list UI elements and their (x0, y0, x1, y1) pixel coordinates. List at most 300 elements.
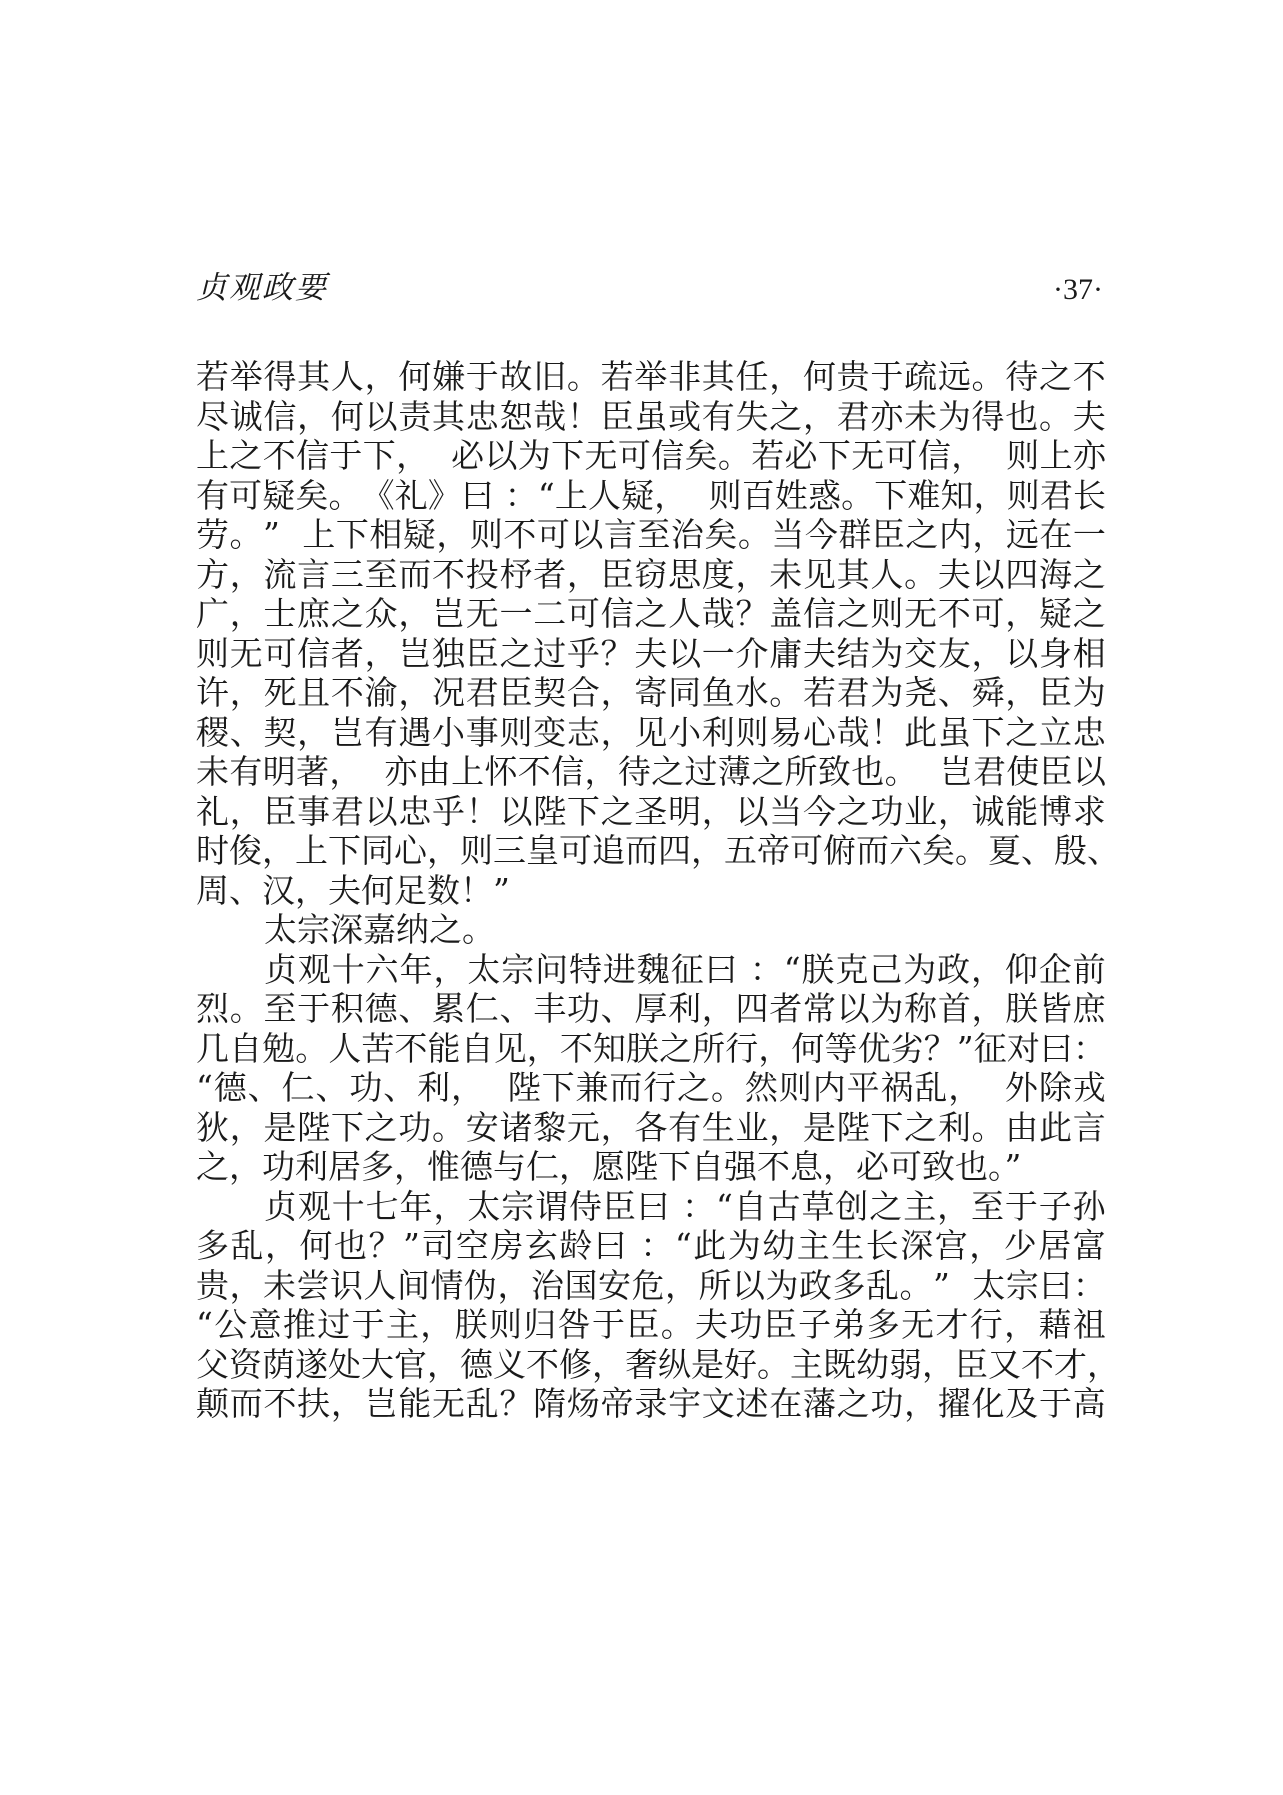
glyph (671, 1187, 682, 1227)
glyph: 劳 (196, 515, 229, 554)
glyph: 生 (831, 1226, 865, 1265)
glyph: ， (396, 436, 430, 475)
glyph: 为 (870, 673, 904, 712)
glyph: 不 (330, 673, 364, 712)
glyph: 苦 (361, 1028, 395, 1068)
glyph: 年 (399, 949, 433, 989)
glyph: ！ (465, 791, 499, 831)
glyph: 若 (196, 357, 229, 396)
glyph: 若 (751, 436, 785, 475)
glyph: 所 (692, 1028, 726, 1068)
glyph: 归 (523, 1305, 557, 1344)
glyph: 事 (297, 791, 331, 831)
glyph: 矣 (295, 475, 329, 515)
glyph: 诸 (499, 1107, 533, 1147)
glyph: 乱 (866, 1265, 899, 1305)
glyph: 小 (668, 712, 702, 752)
glyph: 信 (296, 436, 330, 475)
text-line (196, 397, 1106, 437)
glyph: 曰 (593, 1226, 627, 1265)
glyph: 。 (971, 357, 1005, 396)
text-line (196, 515, 1106, 555)
glyph: ， (970, 949, 1004, 989)
glyph: 以 (570, 515, 604, 554)
glyph: 、 (315, 1068, 349, 1107)
glyph: 龄 (559, 1226, 593, 1265)
glyph: “ (715, 1186, 733, 1226)
glyph: ” (933, 1265, 950, 1305)
glyph: 乎 (432, 791, 466, 831)
glyph: 空 (455, 1226, 489, 1265)
glyph: 于 (297, 989, 331, 1028)
glyph (961, 1266, 972, 1306)
glyph: 不 (526, 1344, 559, 1384)
glyph: 。 (757, 1344, 790, 1384)
glyph: 流 (263, 554, 297, 594)
glyph: 有 (364, 712, 398, 752)
glyph: 忠 (398, 791, 432, 831)
glyph: 烈 (196, 989, 229, 1028)
glyph: 炀 (566, 1384, 600, 1423)
glyph: 一 (1072, 515, 1106, 554)
glyph: 且 (297, 673, 331, 712)
glyph: 之 (229, 436, 263, 475)
glyph: 其 (297, 357, 331, 396)
glyph: 结 (836, 633, 870, 673)
glyph: 度 (701, 554, 735, 594)
glyph: 、 (937, 673, 971, 712)
text-line (196, 1068, 1106, 1108)
glyph: 》 (427, 475, 461, 515)
glyph: 下 (566, 791, 600, 831)
glyph: 未 (263, 1265, 296, 1305)
glyph: 以 (499, 791, 533, 831)
text-line (196, 713, 1106, 753)
glyph: 自 (229, 1028, 263, 1068)
glyph: 行 (643, 1068, 677, 1107)
glyph: 而 (856, 831, 889, 870)
glyph: 、 (383, 1068, 417, 1107)
glyph: 之 (659, 1028, 693, 1068)
glyph: 契 (263, 712, 297, 752)
glyph: 下 (971, 712, 1005, 752)
glyph: 化 (971, 1384, 1005, 1423)
glyph: 富 (1072, 1226, 1106, 1265)
glyph: 祸 (880, 1068, 914, 1107)
glyph: 薄 (717, 752, 751, 791)
glyph: ， (398, 594, 432, 633)
text-line (196, 594, 1106, 634)
glyph: ： (504, 475, 538, 515)
glyph: 矣 (684, 436, 718, 475)
glyph: 至 (970, 1186, 1004, 1226)
glyph: 由 (417, 752, 451, 791)
glyph: 则 (778, 1068, 812, 1107)
glyph: 多 (866, 1305, 900, 1344)
glyph: 三 (493, 831, 526, 870)
glyph: ” (403, 1226, 420, 1265)
glyph: 以 (836, 989, 870, 1028)
glyph: ， (229, 1265, 263, 1305)
glyph: 海 (1038, 554, 1072, 594)
glyph: 利 (417, 1068, 451, 1107)
glyph: 此 (1038, 1107, 1072, 1147)
glyph: 。 (660, 1305, 694, 1344)
glyph: 不 (394, 1028, 428, 1068)
glyph (496, 1068, 507, 1108)
glyph: 行 (969, 1305, 1003, 1344)
page-number: ·37· (1053, 273, 1103, 306)
glyph: 好 (724, 1344, 757, 1384)
glyph: 治 (531, 1265, 564, 1305)
glyph: 之 (836, 594, 870, 633)
glyph: 乎 (566, 633, 600, 673)
glyph: 四 (658, 831, 691, 870)
glyph: 礼 (394, 475, 428, 515)
glyph: 朕 (626, 1028, 660, 1068)
glyph: 可 (263, 633, 297, 673)
glyph (363, 752, 374, 792)
glyph (698, 476, 709, 516)
glyph: 前 (1072, 949, 1106, 989)
glyph: 投 (465, 554, 499, 594)
glyph: 可 (536, 515, 570, 554)
glyph: 舜 (971, 673, 1005, 712)
glyph: 使 (1006, 752, 1040, 791)
glyph: 以 (971, 554, 1005, 594)
glyph: 。 (229, 989, 263, 1028)
glyph: 德 (460, 1344, 493, 1384)
glyph: ： (640, 1226, 674, 1265)
glyph: 等 (824, 1028, 858, 1068)
glyph: 深 (900, 1226, 934, 1265)
glyph: 不 (559, 1028, 593, 1068)
glyph: ， (433, 1186, 467, 1226)
glyph: 心 (802, 712, 836, 752)
glyph: 文 (701, 1384, 735, 1423)
glyph: 必 (451, 436, 485, 475)
glyph: 丰 (533, 989, 567, 1028)
glyph: 稷 (196, 712, 229, 752)
glyph: 君 (972, 752, 1006, 791)
glyph: 、 (1021, 831, 1054, 870)
glyph: 相 (1072, 633, 1106, 673)
glyph: ， (265, 1226, 298, 1265)
glyph: 进 (602, 949, 636, 989)
glyph: 忠 (1072, 712, 1106, 752)
glyph: ， (937, 791, 971, 831)
glyph: 以 (1072, 752, 1106, 791)
glyph: 死 (263, 673, 297, 712)
glyph: 四 (1005, 554, 1039, 594)
text-line (196, 1029, 1106, 1069)
glyph: 陛 (836, 1107, 870, 1147)
glyph: ， (758, 1028, 792, 1068)
glyph: 夫 (802, 633, 836, 673)
glyph: 方 (196, 554, 229, 594)
glyph: 者 (533, 554, 567, 594)
text-line (196, 950, 1106, 990)
glyph: 为 (765, 1265, 799, 1305)
glyph: 至 (263, 989, 297, 1028)
glyph: 则 (708, 475, 742, 515)
glyph: 功 (349, 1068, 383, 1107)
glyph: 主 (903, 1186, 937, 1226)
glyph: 擢 (937, 1384, 971, 1423)
glyph: “ (196, 1305, 213, 1344)
glyph: 多 (196, 1226, 229, 1265)
glyph: 利 (937, 1107, 971, 1147)
glyph: 矣 (704, 515, 738, 554)
glyph: 臣 (1038, 673, 1072, 712)
glyph: 君 (836, 673, 870, 712)
glyph: 者 (330, 633, 364, 673)
glyph: “ (537, 475, 555, 515)
glyph: 则 (196, 633, 229, 673)
glyph: 。 (229, 515, 263, 554)
glyph: ， (665, 1265, 698, 1305)
glyph: 之 (751, 752, 785, 791)
glyph: 夏 (988, 831, 1021, 870)
glyph: ” (956, 1028, 974, 1068)
glyph: 责 (398, 396, 432, 436)
glyph: 契 (533, 673, 567, 712)
glyph: 之 (364, 1107, 398, 1147)
glyph: 扶 (297, 1384, 331, 1423)
glyph: ， (1005, 594, 1039, 633)
glyph: 臣 (600, 396, 634, 436)
glyph: 录 (634, 1384, 668, 1423)
glyph: 于 (592, 1305, 625, 1344)
glyph: 无 (584, 436, 618, 475)
glyph: 岂 (398, 633, 432, 673)
glyph: 心 (394, 831, 427, 870)
glyph: 疑 (1038, 594, 1072, 633)
glyph: 上 (196, 436, 229, 475)
glyph: 可 (229, 475, 263, 515)
glyph: 寄 (634, 673, 668, 712)
glyph: ： (1072, 1265, 1106, 1305)
glyph (982, 1068, 993, 1108)
glyph: 况 (432, 673, 466, 712)
glyph: 亦 (1072, 436, 1106, 475)
glyph: 是 (263, 1107, 297, 1147)
glyph: 庶 (1072, 989, 1106, 1028)
glyph: ， (420, 1305, 454, 1344)
glyph: 平 (846, 1068, 880, 1107)
glyph: 劣 (890, 1028, 924, 1068)
glyph: 。 (328, 475, 362, 515)
text-line (196, 436, 1106, 476)
glyph: ” (263, 515, 280, 554)
glyph: 遂 (295, 1344, 328, 1384)
glyph: 为 (1072, 673, 1106, 712)
text-line (196, 989, 1106, 1029)
glyph: 贞 (264, 949, 297, 989)
glyph: 生 (701, 1107, 735, 1147)
glyph: 庸 (769, 633, 803, 673)
glyph: 无 (432, 1384, 466, 1423)
glyph: 上 (1039, 436, 1073, 475)
running-head-title: 贞观政要 (196, 270, 328, 306)
glyph: ， (971, 989, 1005, 1028)
glyph: 亦 (384, 752, 418, 791)
glyph: 曰 (704, 949, 738, 989)
glyph: 于 (351, 1305, 385, 1344)
glyph: 企 (1038, 949, 1072, 989)
glyph: 政 (937, 949, 971, 989)
text-line (196, 1305, 1106, 1345)
glyph: ， (497, 1265, 531, 1305)
glyph: 信 (600, 594, 634, 633)
glyph: 下 (870, 1107, 904, 1147)
glyph: 兼 (575, 1068, 609, 1107)
glyph: 仰 (1004, 949, 1038, 989)
glyph: 政 (799, 1265, 832, 1305)
glyph: 。 (899, 1265, 933, 1305)
glyph: 远 (937, 357, 971, 396)
glyph: 可 (617, 436, 651, 475)
glyph: 而 (609, 1068, 643, 1107)
glyph: ！ (566, 396, 600, 436)
glyph: 自 (460, 1028, 494, 1068)
glyph: 。 (884, 752, 918, 791)
glyph: 之 (600, 791, 634, 831)
glyph: 帝 (757, 831, 790, 870)
glyph: 弟 (832, 1305, 866, 1344)
glyph: 介 (735, 633, 769, 673)
text-line (196, 1187, 1106, 1227)
glyph: 则 (499, 712, 533, 752)
glyph: 何 (299, 1226, 333, 1265)
glyph: 夫 (937, 554, 971, 594)
glyph: 十 (331, 949, 365, 989)
glyph: ！ (870, 712, 904, 752)
glyph: 可 (559, 831, 592, 870)
glyph: 贵 (836, 357, 870, 396)
glyph: 其 (432, 396, 466, 436)
glyph: 危 (631, 1265, 665, 1305)
glyph: 资 (229, 1344, 262, 1384)
glyph: ， (364, 633, 398, 673)
glyph: ： (749, 949, 783, 989)
glyph: 若 (600, 357, 634, 396)
glyph: 官 (394, 1344, 427, 1384)
glyph: 无 (851, 436, 885, 475)
glyph: 年 (399, 1186, 433, 1226)
glyph: 举 (634, 357, 668, 396)
glyph: 人 (588, 475, 621, 515)
glyph: 交 (904, 633, 938, 673)
text-line (196, 792, 1106, 832)
glyph: 各 (634, 1107, 668, 1147)
glyph: 宗 (1005, 1265, 1039, 1305)
glyph: 玄 (524, 1226, 558, 1265)
glyph: 内 (938, 515, 972, 554)
glyph: 颠 (196, 1384, 229, 1423)
glyph: 首 (937, 989, 971, 1028)
glyph (995, 436, 1006, 476)
glyph: 于 (870, 357, 904, 396)
glyph: 君 (836, 396, 870, 436)
text-line (196, 634, 1106, 674)
glyph: 失 (735, 396, 769, 436)
glyph: 岂 (939, 752, 973, 791)
glyph: 帝 (600, 1384, 634, 1423)
glyph: 信 (651, 436, 685, 475)
glyph: 宫 (934, 1226, 968, 1265)
glyph: 岂 (330, 712, 364, 752)
glyph: 处 (328, 1344, 361, 1384)
glyph: 隋 (533, 1384, 567, 1423)
glyph: 忠 (465, 396, 499, 436)
glyph: 内 (812, 1068, 846, 1107)
glyph: 独 (432, 633, 466, 673)
glyph: 宗 (501, 1186, 535, 1226)
text-line (196, 555, 1106, 595)
glyph: 时 (196, 831, 229, 870)
glyph: 远 (1005, 515, 1039, 554)
glyph: 下 (874, 475, 908, 515)
glyph: 于 (465, 357, 499, 396)
glyph: 臣 (465, 633, 499, 673)
glyph: 尽 (196, 396, 229, 436)
glyph: 何 (330, 396, 364, 436)
glyph: ， (937, 1186, 971, 1226)
glyph: 无 (229, 633, 263, 673)
glyph: 有 (701, 396, 735, 436)
glyph: 宇 (668, 1384, 702, 1423)
glyph: 何 (802, 357, 836, 396)
glyph: 黎 (533, 1107, 567, 1147)
glyph: 孙 (1072, 1186, 1106, 1226)
glyph: 多 (832, 1265, 866, 1305)
glyph: 三 (330, 554, 364, 594)
glyph: “ (196, 1068, 213, 1107)
glyph: 曰 (636, 1186, 670, 1226)
glyph: 无 (465, 594, 499, 633)
glyph: 业 (904, 791, 938, 831)
glyph: 下 (330, 1107, 364, 1147)
glyph: 未 (769, 554, 803, 594)
glyph: ？ (499, 1384, 533, 1423)
glyph: 藉 (1038, 1305, 1072, 1344)
glyph: 著 (296, 752, 330, 791)
glyph: 则 (870, 594, 904, 633)
text-line (196, 831, 1120, 871)
glyph: 可 (790, 831, 823, 870)
glyph: 人 (668, 594, 702, 633)
glyph: 有 (668, 1107, 702, 1147)
glyph: 鱼 (701, 673, 735, 712)
glyph: 以 (364, 396, 398, 436)
glyph: 知 (592, 1028, 626, 1068)
glyph: ， (972, 515, 1006, 554)
glyph: 下 (328, 831, 361, 870)
glyph: 于 (1004, 1186, 1038, 1226)
glyph: 。 (717, 436, 751, 475)
glyph: 几 (196, 1028, 229, 1068)
glyph: 功 (870, 1384, 904, 1423)
glyph (738, 950, 749, 990)
glyph: 相 (369, 515, 403, 554)
glyph: 不 (432, 554, 466, 594)
glyph: 言 (1072, 1107, 1106, 1147)
glyph: 乱 (230, 1226, 264, 1265)
glyph: 当 (771, 515, 805, 554)
glyph: 观 (297, 1186, 331, 1226)
glyph: 俊 (229, 831, 262, 870)
